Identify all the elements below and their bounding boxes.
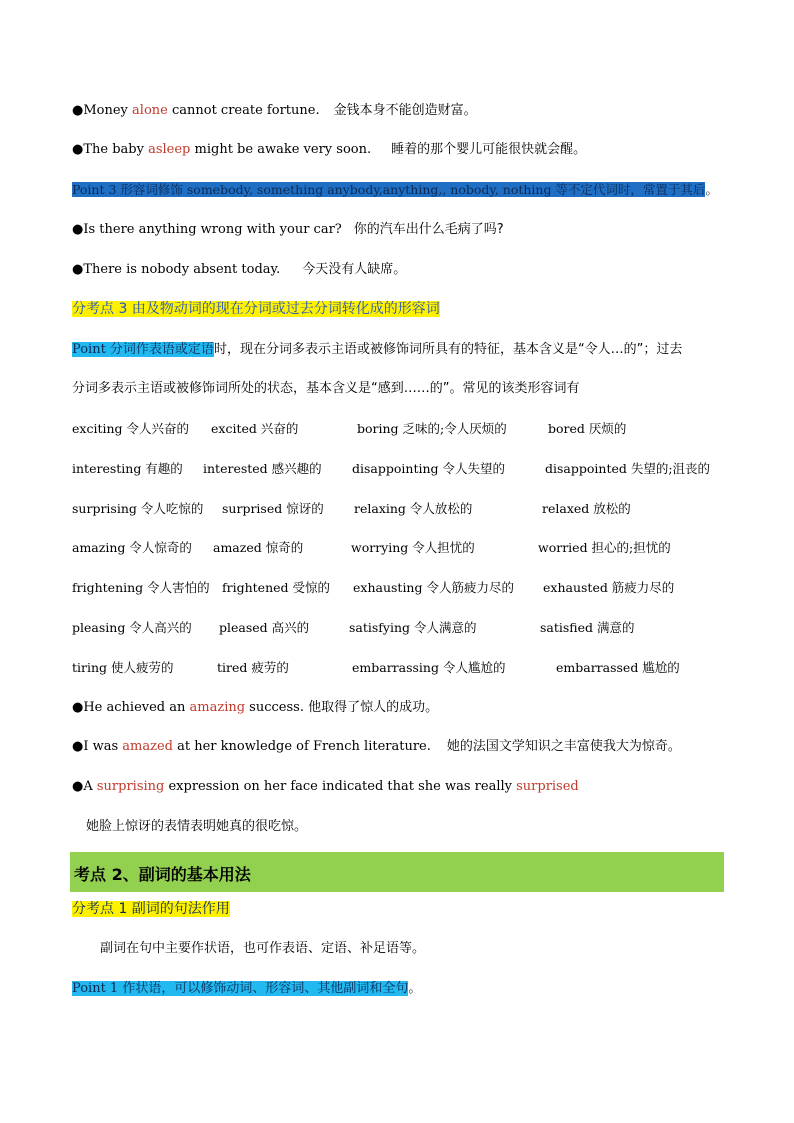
- participle-point-line1: Point 分词作表语或定语时，现在分词多表示主语或被修饰词所具有的特征，基本含义是“令人…的”；过去: [72, 342, 683, 357]
- example-amazing-success: ●He achieved an amazing success. 他取得了惊人的成功。: [72, 700, 439, 715]
- example-anything-wrong: ●Is there anything wrong with your car? 你的汽车出什么毛病了吗?: [72, 222, 504, 237]
- subsection-1-title: 分考点 1 副词的句法作用: [72, 901, 230, 917]
- example-nobody-absent: ●There is nobody absent today. 今天没有人缺席。: [72, 262, 407, 277]
- document-page: ●Money alone cannot create fortune. 金钱本身不能创造财富。 ●The baby asleep might be awake very soon. 睡着的那个婴儿可能很快就会醒。 Point 3 形容词修饰 somebody, something anybody,anything,, nobody, nothing 等不定代词时，常置于其后。 ●Is there anything wrong with your car? 你的汽车出什么毛病了吗? ●There is nobody absent today. 今天没有人缺席。 分考点 3 由及物动词的现在分词或过去分词转化成的形容词 Point 分词作表语或定语时，现在分词多表示主语或被修饰词所具有的特征，基本含义是“令人…的”；过去 分词多表示主语或被修饰词所处的状态，基本含义是“感到……的”。常见的该类形容词有 exciting 令人兴奋的 excited 兴奋的 boring 乏味的;令人厌烦的 bored 厌烦的 interesting 有趣的 interested 感兴趣的 disappointing 令人失望的 disappointed 失望的;沮丧的 surprising 令人吃惊的 surprised 惊讶的 relaxing 令人放松的 relaxed 放松的 amazing 令人惊奇的 amazed 惊奇的 worrying 令人担忧的 worried 担心的;担忧的 frightening 令人害怕的 frightened 受惊的 exhausting 令人筋疲力尽的 exhausted 筋疲力尽的 pleasing 令人高兴的 pleased 高兴的 satisfying 令人满意的 satisfied 满意的 tiring 使人疲劳的 tired 疲劳的 embarrassing 令人尴尬的 embarrassed 尴尬的 ●He achieved an amazing success. 他取得了惊人的成功。 ●I was amazed at her knowledge of French literature. 她的法国文学知识之丰富使我大为惊奇。 ●A surprising expression on her face indicated that she was really surprised 她脸上惊讶的表情表明她真的很吃惊。 考点 2、副词的基本用法 分考点 1 副词的句法作用 副词在句中主要作状语，也可作表语、定语、补足语等。 Point 1 作状语，可以修饰动词、形容词、其他副词和全句。: [0, 0, 794, 1123]
- example-surprising-translation: 她脸上惊讶的表情表明她真的很吃惊。: [86, 819, 308, 834]
- example-amazed-knowledge: ●I was amazed at her knowledge of French literature. 她的法国文学知识之丰富使我大为惊奇。: [72, 739, 681, 754]
- point3-rule: Point 3 形容词修饰 somebody, something anybody,anything,, nobody, nothing 等不定代词时，常置于其后。: [72, 182, 718, 197]
- point1-rule: Point 1 作状语，可以修饰动词、形容词、其他副词和全句。: [72, 981, 422, 996]
- subsection-3-title: 分考点 3 由及物动词的现在分词或过去分词转化成的形容词: [72, 301, 440, 317]
- section-2-header: [70, 852, 724, 892]
- example-money: ●Money alone cannot create fortune. 金钱本身不能创造财富。: [72, 103, 477, 118]
- participle-point-line2: 分词多表示主语或被修饰词所处的状态，基本含义是“感到……的”。常见的该类形容词有: [72, 381, 580, 396]
- subsection-1-text: 副词在句中主要作状语，也可作表语、定语、补足语等。: [100, 941, 426, 956]
- section-2-title: 考点 2、副词的基本用法: [74, 865, 251, 884]
- example-baby: ●The baby asleep might be awake very soon. 睡着的那个婴儿可能很快就会醒。: [72, 142, 587, 157]
- example-surprising-expression: ●A surprising expression on her face indicated that she was really surprised: [72, 779, 579, 794]
